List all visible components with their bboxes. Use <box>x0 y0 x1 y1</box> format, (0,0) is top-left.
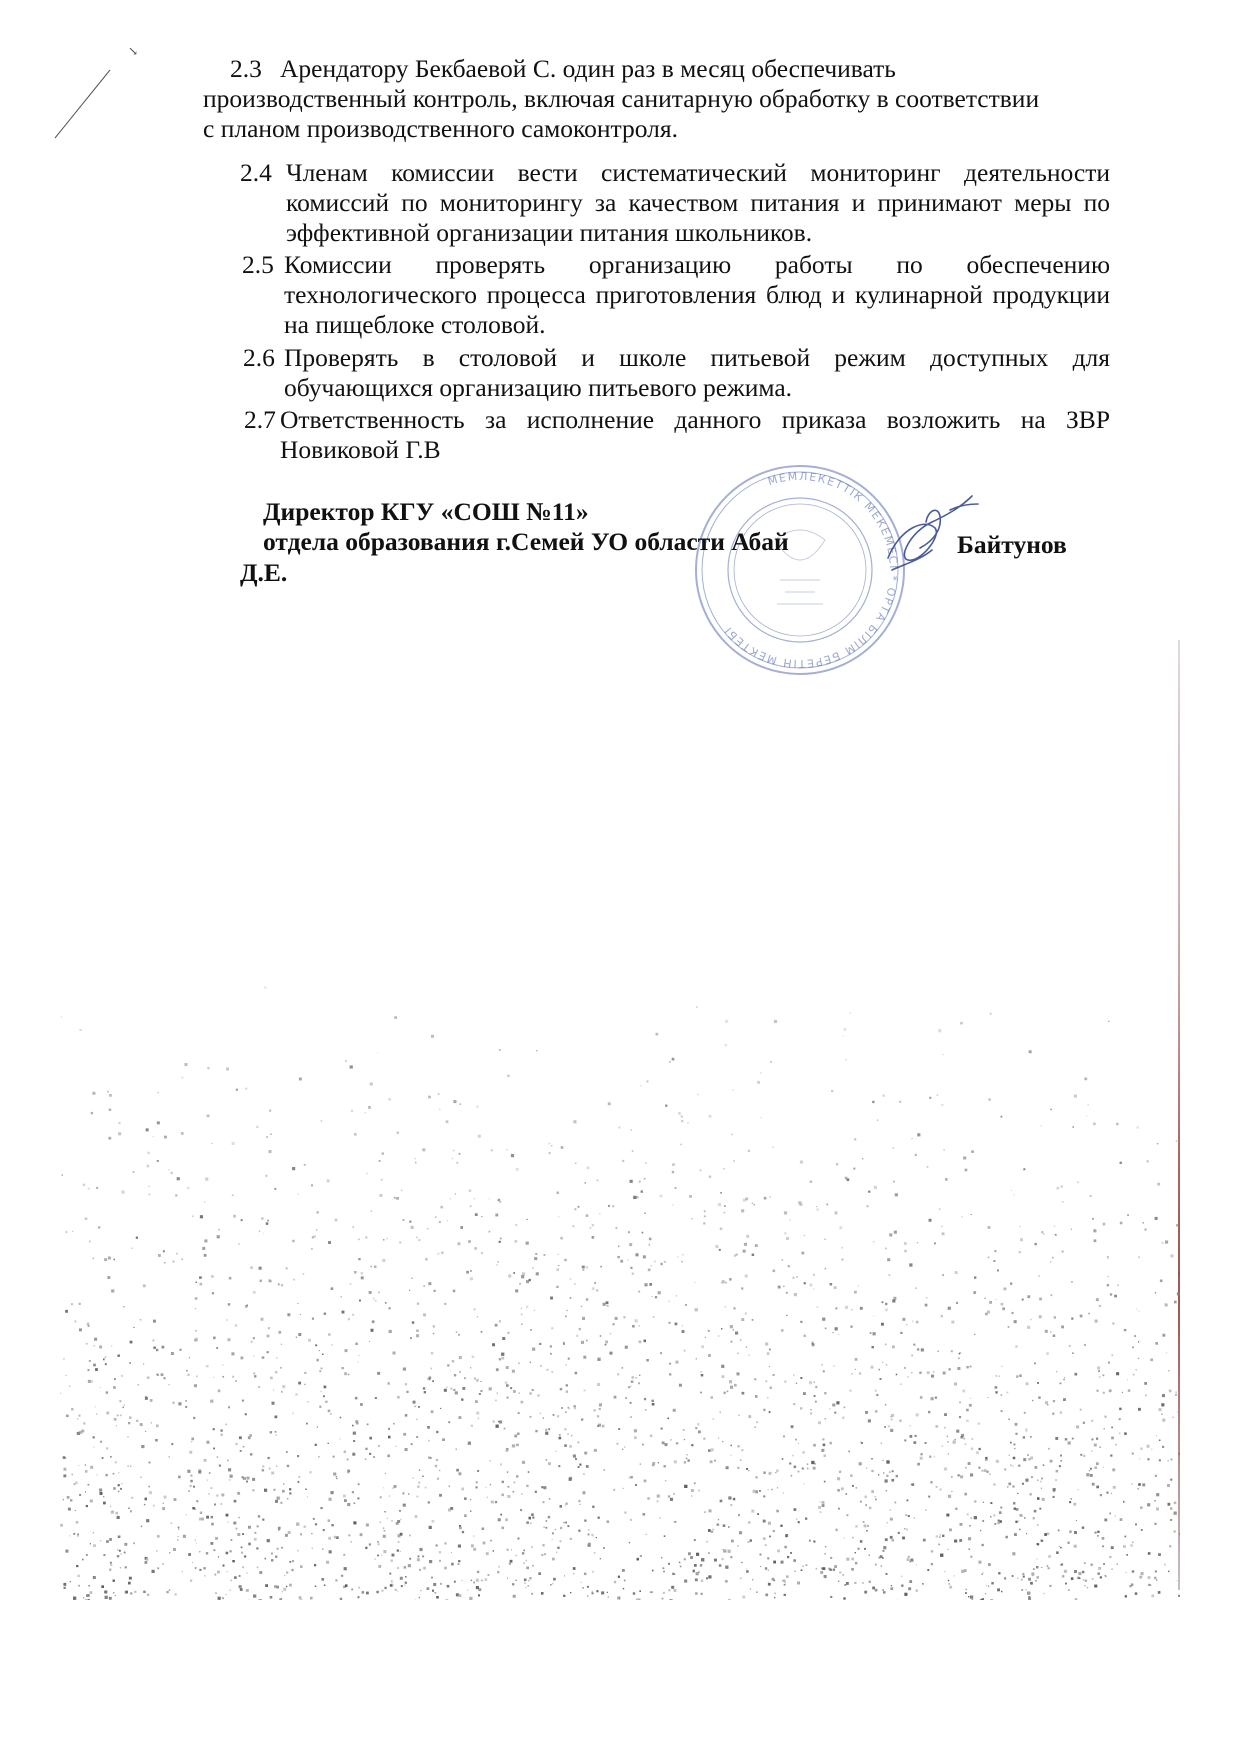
item-2-7 <box>244 405 1110 465</box>
department-line: отдела образования г.Семей УО области Абай <box>263 527 789 556</box>
signatory-surname: Байтунов <box>957 530 1067 559</box>
item-text-line: Арендатору Бекбаевой С. один раз в месяц обеспечивать <box>280 54 896 83</box>
item-text: Членам комиссии вести систематический мониторинг деятельности комиссий по мониторингу за качеством питания и принимают меры по эффективной организации питания школьников. <box>286 158 1110 247</box>
item-text-line: с планом производственного самоконтроля. <box>203 114 678 143</box>
scan-toner-noise <box>60 960 1180 1600</box>
item-number: 2.6 <box>243 343 275 372</box>
item-2-4 <box>240 158 1110 248</box>
item-number: 2.5 <box>242 250 274 279</box>
item-number: 2.7 <box>244 405 276 434</box>
scan-artifact-mark: ↘ <box>128 44 139 58</box>
item-text: Ответственность за исполнение данного приказа возложить на ЗВР Новиковой Г.В <box>280 405 1110 464</box>
item-text: Комиссии проверять организацию работы по обеспечению технологического процесса приготовления блюд и кулинарной продукции на пищеблоке столовой. <box>284 250 1110 339</box>
item-2-6 <box>243 343 1110 403</box>
signatory-initials: Д.Е. <box>240 558 288 587</box>
director-title: Директор КГУ «СОШ №11» <box>263 497 589 526</box>
item-2-5 <box>242 250 1110 340</box>
item-number: 2.4 <box>240 158 272 187</box>
svg-text:МЕМЛЕКЕТТІК МЕКЕМЕСІ * ОРТА БІ: МЕМЛЕКЕТТІК МЕКЕМЕСІ * ОРТА БІЛІМ БЕРЕТІН МЕКТЕБІ <box>721 469 900 671</box>
scan-artifact-line <box>50 60 140 140</box>
item-number: 2.3 <box>230 54 262 83</box>
item-text-line: производственный контроль, включая санитарную обработку в соответствии <box>203 84 1040 113</box>
item-text: Проверять в столовой и школе питьевой режим доступных для обучающихся организацию питьевого режима. <box>284 343 1110 402</box>
